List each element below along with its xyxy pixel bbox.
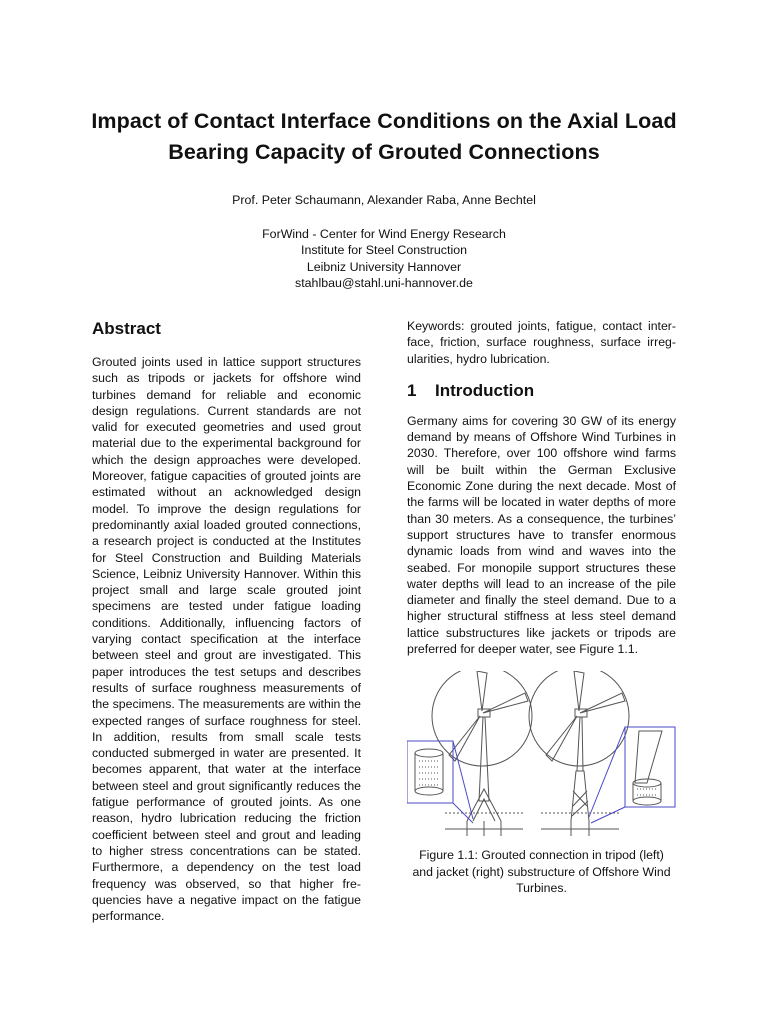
abstract-heading: Abstract [92, 319, 161, 338]
affiliation-line: ForWind - Center for Wind Energy Research [262, 227, 506, 241]
section-heading-introduction [407, 380, 676, 402]
left-column [92, 318, 361, 924]
pile-sleeve-bottom [633, 797, 661, 805]
detail-leader [453, 741, 473, 819]
rotor-disc-right [529, 671, 629, 766]
abstract-text: Grouted joints used in lattice support structures such as tripods or jackets for offshore wind turbines demand for reliable and economic design regulations. Current standards are not valid for executed geometries and used grout material due to the experimental background for which the design approaches were developed. Moreover, fatigue capacities of grouted joints are estimated without an acknowledged design model. To improve the design regulations for predominantly axial loaded grouted connections, a research project is conducted at the Institutes for Steel Construction and Building Materials Science, Leibniz University Hannover. Within this project small and large scale grouted joint specimens are tested under fatigue loading conditions. Additionally, influencing factors of varying contact specification at the interface between steel and grout are investigated. This paper introduces the test setups and describes results of surface roughness measurements of the specimens. The measurements are within the expected ranges of surface roughness for steel. In addition, results from small scale tests conducted submerged in water are presented. It becomes apparent, that water at the interface between steel and grout significantly reduces the fatigue performance of grouted joints. As one reason, hydro lubrication reducing the friction coefficient between steel and grout and leading to higher stress concentrations can be stated. Furthermore, a dependency on the test load frequency was observed, so that higher frequencies have a negative impact on the fatigue performance. [92, 355, 361, 924]
keywords-text: Keywords: grouted joints, fatigue, contact interface, friction, surface roughness, surface irregularities, hydro lubrication. [407, 319, 676, 366]
rotor-blade [449, 716, 480, 761]
rotor-blade [574, 671, 584, 711]
detail-leader [591, 807, 625, 823]
figure-caption: Figure 1.1: Grouted connection in tripod (left) and jacket (right) substructure of Offshore Wind Turbines. [412, 848, 671, 895]
turbine-illustration [407, 671, 676, 839]
section-title: Introduction [435, 380, 535, 400]
rotor-blade [477, 671, 487, 711]
jacket-leg-detail [635, 731, 662, 783]
author-list: Prof. Peter Schaumann, Alexander Raba, Anne Bechtel [232, 193, 536, 207]
grout-hatch [419, 761, 439, 785]
tower-right [577, 717, 583, 771]
affiliation-email: stahlbau@stahl.uni-hannover.de [295, 275, 473, 290]
grout-sleeve-bottom [415, 787, 443, 795]
detail-leader [589, 727, 625, 817]
grout-hatch [637, 789, 657, 795]
paper-title: Impact of Contact Interface Conditions on the Axial Load Bearing Capacity of Grouted Connections [91, 109, 677, 164]
grout-sleeve-top [415, 749, 443, 757]
figure-1-1 [407, 671, 676, 839]
affiliation-line: Leibniz University Hannover [306, 259, 462, 274]
rotor-disc-left [432, 671, 532, 766]
rotor-blade [546, 716, 577, 761]
right-column [407, 318, 676, 896]
introduction-text: Germany aims for covering 30 GW of its energy demand by means of Offshore Wind Turbines in 2030. Therefore, over 100 offshore wind farms will be built within the German Exclusive Economic Zone during the next decade. Most of the farms will be located in water depths of more than 30 meters. As a consequence, the turbines’ support structures have to transfer enormous dynamic loads from wind and waves into the seabed. For monopile support structures these water depths will lead to an increase of the pile diameter and finally the steel demand. Due to a higher structural stiffness at less steel demand lattice substructures like jackets or tripods are preferred for deeper water, see Figure 1.1. [407, 413, 676, 657]
affiliation-block [0, 226, 768, 291]
section-number: 1 [407, 380, 417, 400]
affiliation-line: Institute for Steel Construction [301, 243, 467, 258]
